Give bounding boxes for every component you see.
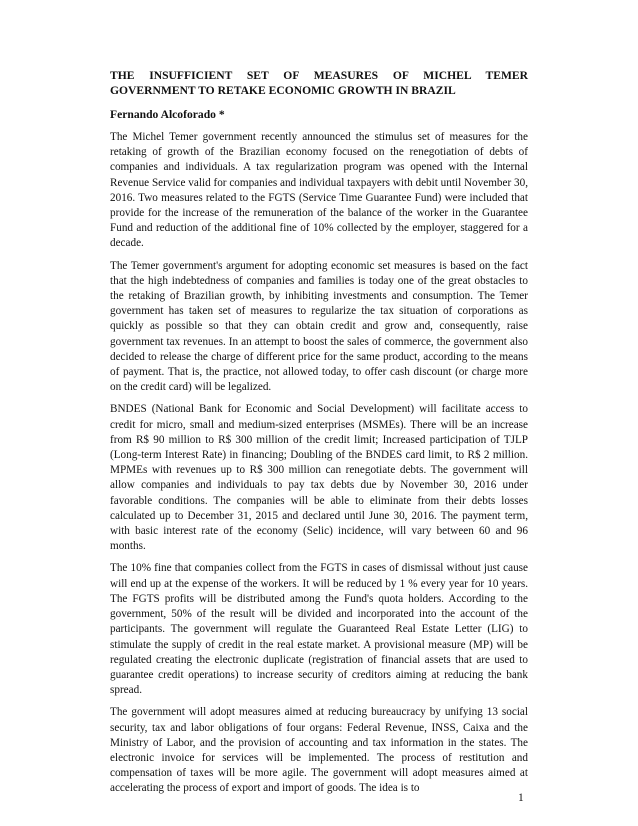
page-number: 1: [518, 792, 524, 804]
paragraph-1: The Michel Temer government recently announced the stimulus set of measures for the retaking of growth of the Brazilian economy focused on the renegotiation of debts of companies and individuals. A tax regularization program was opened with the Internal Revenue Service valid for companies and individual taxpayers with debit until November 30, 2016. Two measures related to the FGTS (Service Time Guarantee Fund) were included that provide for the increase of the remuneration of the balance of the worker in the Guarantee Fund and reduction of the additional fine of 10% collected by the employer, staggered for a decade.: [110, 131, 528, 250]
paragraph-4: The 10% fine that companies collect from the FGTS in cases of dismissal without just cause will end up at the expense of the workers. It will be reduced by 1 % every year for 10 years. The FGTS profits will be distributed among the Fund's quota holders. According to the government, 50% of the result will be divided and incorporated into the account of the participants. The government will regulate the Guaranteed Real Estate Letter (LIG) to stimulate the supply of credit in the real estate market. A provisional measure (MP) will be regulated creating the electronic duplicate (registration of financial assets that are used to guarantee credit operations) to increase security of creditors aiming at reducing the bank spread.: [110, 562, 528, 697]
document-page: [110, 68, 528, 804]
paragraph-5: The government will adopt measures aimed at reducing bureaucracy by unifying 13 social security, tax and labor obligations of four organs: Federal Revenue, INSS, Caixa and the Ministry of Labor, and the provision of accounting and tax information in the states. The electronic invoice for services will be implemented. The process of restitution and compensation of taxes will be more agile. The government will adopt measures aimed at accelerating the process of export and import of goods. The idea is to: [110, 706, 528, 795]
paragraph-2: The Temer government's argument for adopting economic set measures is based on the fact that the high indebtedness of companies and families is today one of the great obstacles to the retaking of Brazilian growth, by inhibiting investments and consumption. The Temer government has taken set of measures to regularize the tax situation of corporations as quickly as possible so that they can obtain credit and grow and, consequently, raise government tax revenues. In an attempt to boost the sales of commerce, the government also decided to release the charge of different price for the same product, according to the means of payment. That is, the practice, not allowed today, to offer cash discount (or charge more on the credit card) will be legalized.: [110, 259, 528, 394]
author-name: Fernando Alcoforado *: [110, 108, 225, 121]
paragraph-3: BNDES (National Bank for Economic and Social Development) will facilitate access to credit for micro, small and medium-sized enterprises (MSMEs). There will be an increase from R$ 90 million to R$ 300 million of the credit limit; Increased participation of TJLP (Long-term Interest Rate) in financing; Doubling of the BNDES card limit, to R$ 2 million. MPMEs with revenues up to R$ 300 million can renegotiate debts. The government will allow companies and individuals to pay tax debts due by November 30, 2016 under favorable conditions. The companies will be able to eliminate from their debts losses calculated up to December 31, 2015 and declared until June 30, 2016. The payment term, with basic interest rate of the economy (Selic) incidence, will vary between 60 and 96 months.: [110, 403, 528, 553]
document-title: THE INSUFFICIENT SET OF MEASURES OF MICHEL TEMER GOVERNMENT TO RETAKE ECONOMIC GROWTH IN BRAZIL: [110, 69, 528, 97]
